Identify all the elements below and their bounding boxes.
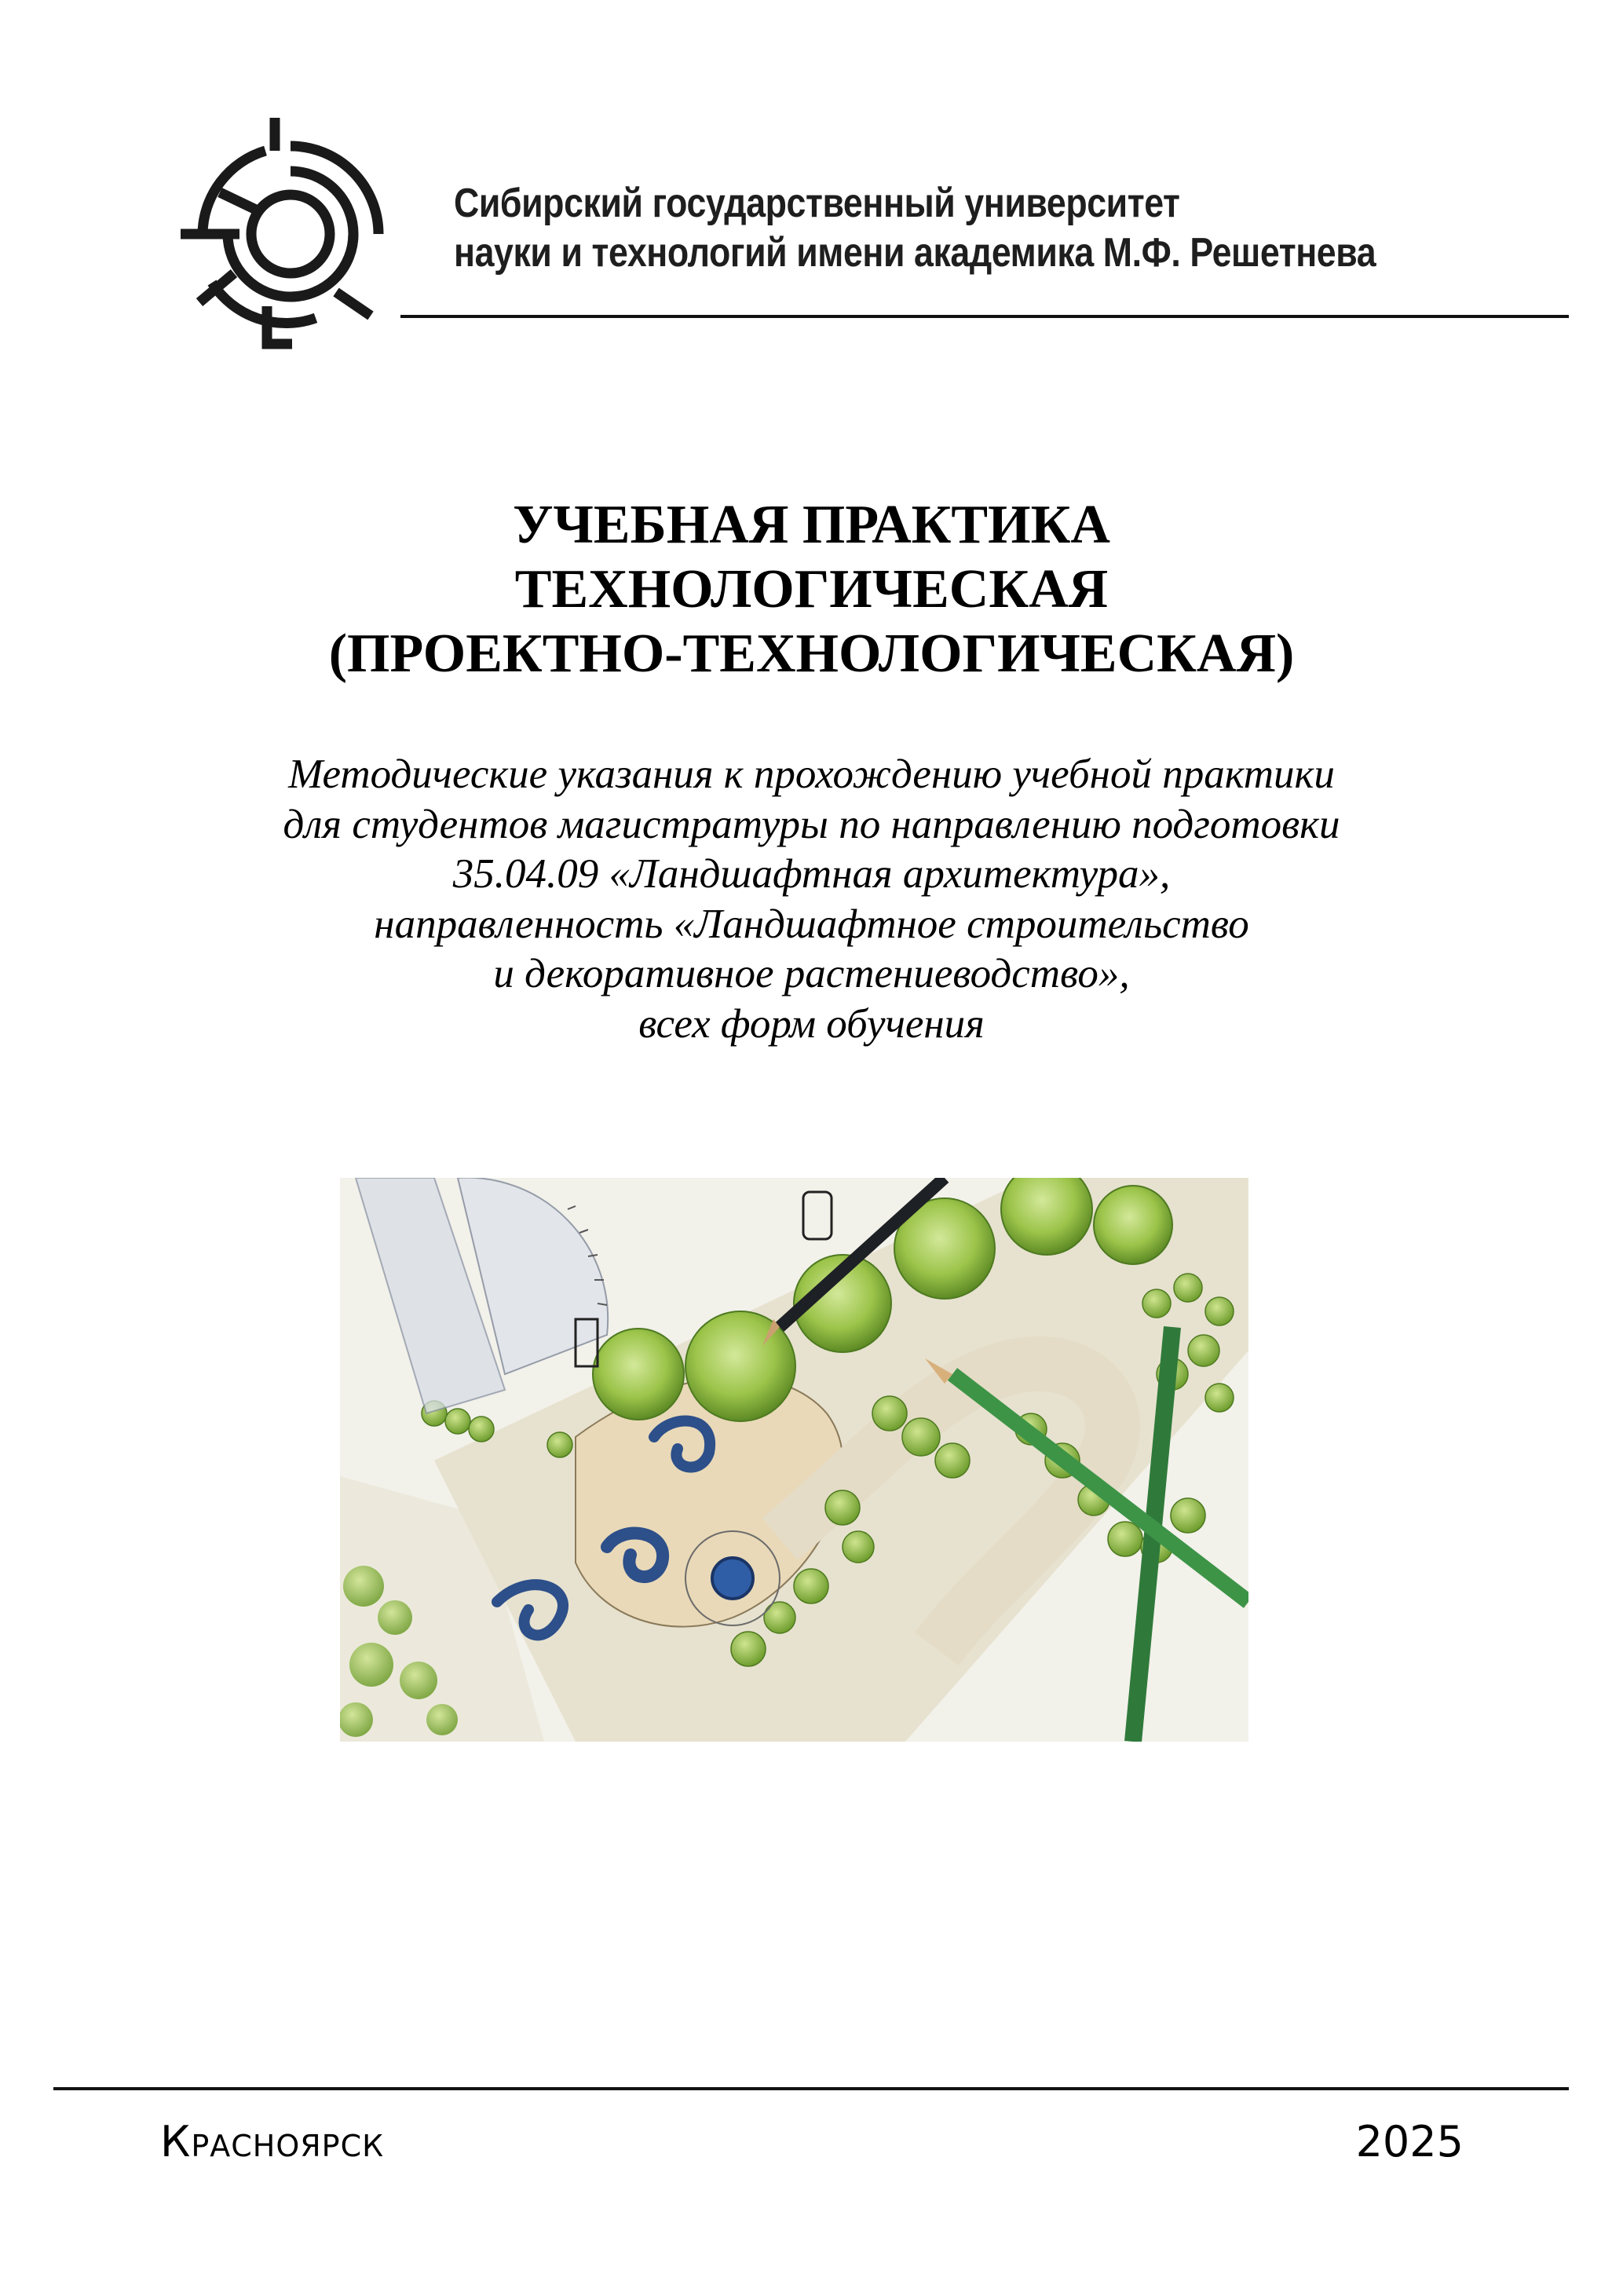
title-line: УЧЕБНАЯ ПРАКТИКА: [513, 495, 1110, 555]
footer-divider: [53, 2087, 1569, 2090]
subtitle-line: всех форм обучения: [638, 1000, 985, 1047]
subtitle-line: и декоративное растениеводство»,: [493, 951, 1130, 996]
document-subtitle: [0, 750, 1623, 1049]
subtitle-line: направленность «Ландшафтное строительство: [374, 901, 1249, 947]
header-divider: [400, 315, 1569, 318]
title-line: (ПРОЕКТНО-ТЕХНОЛОГИЧЕСКАЯ): [328, 623, 1295, 684]
university-name-line-2: науки и технологий имени академика М.Ф. Решетнева: [454, 230, 1376, 276]
cover-image: [340, 1178, 1248, 1742]
university-name: [454, 179, 1376, 278]
document-title: [0, 493, 1623, 686]
title-line: ТЕХНОЛОГИЧЕСКАЯ: [514, 559, 1109, 620]
subtitle-line: для студентов магистратуры по направлению подготовки: [283, 801, 1340, 847]
publication-year: 2025: [1355, 2117, 1464, 2166]
university-emblem-icon: [165, 110, 400, 369]
university-logo: [165, 110, 400, 369]
landscape-plan-illustration: [340, 1178, 1248, 1742]
subtitle-line: 35.04.09 «Ландшафтная архитектура»,: [452, 851, 1171, 897]
city-name: Красноярск: [160, 2117, 385, 2166]
subtitle-line: Методические указания к прохождению учебной практики: [288, 751, 1335, 797]
university-name-line-1: Сибирский государственный университет: [454, 181, 1180, 226]
